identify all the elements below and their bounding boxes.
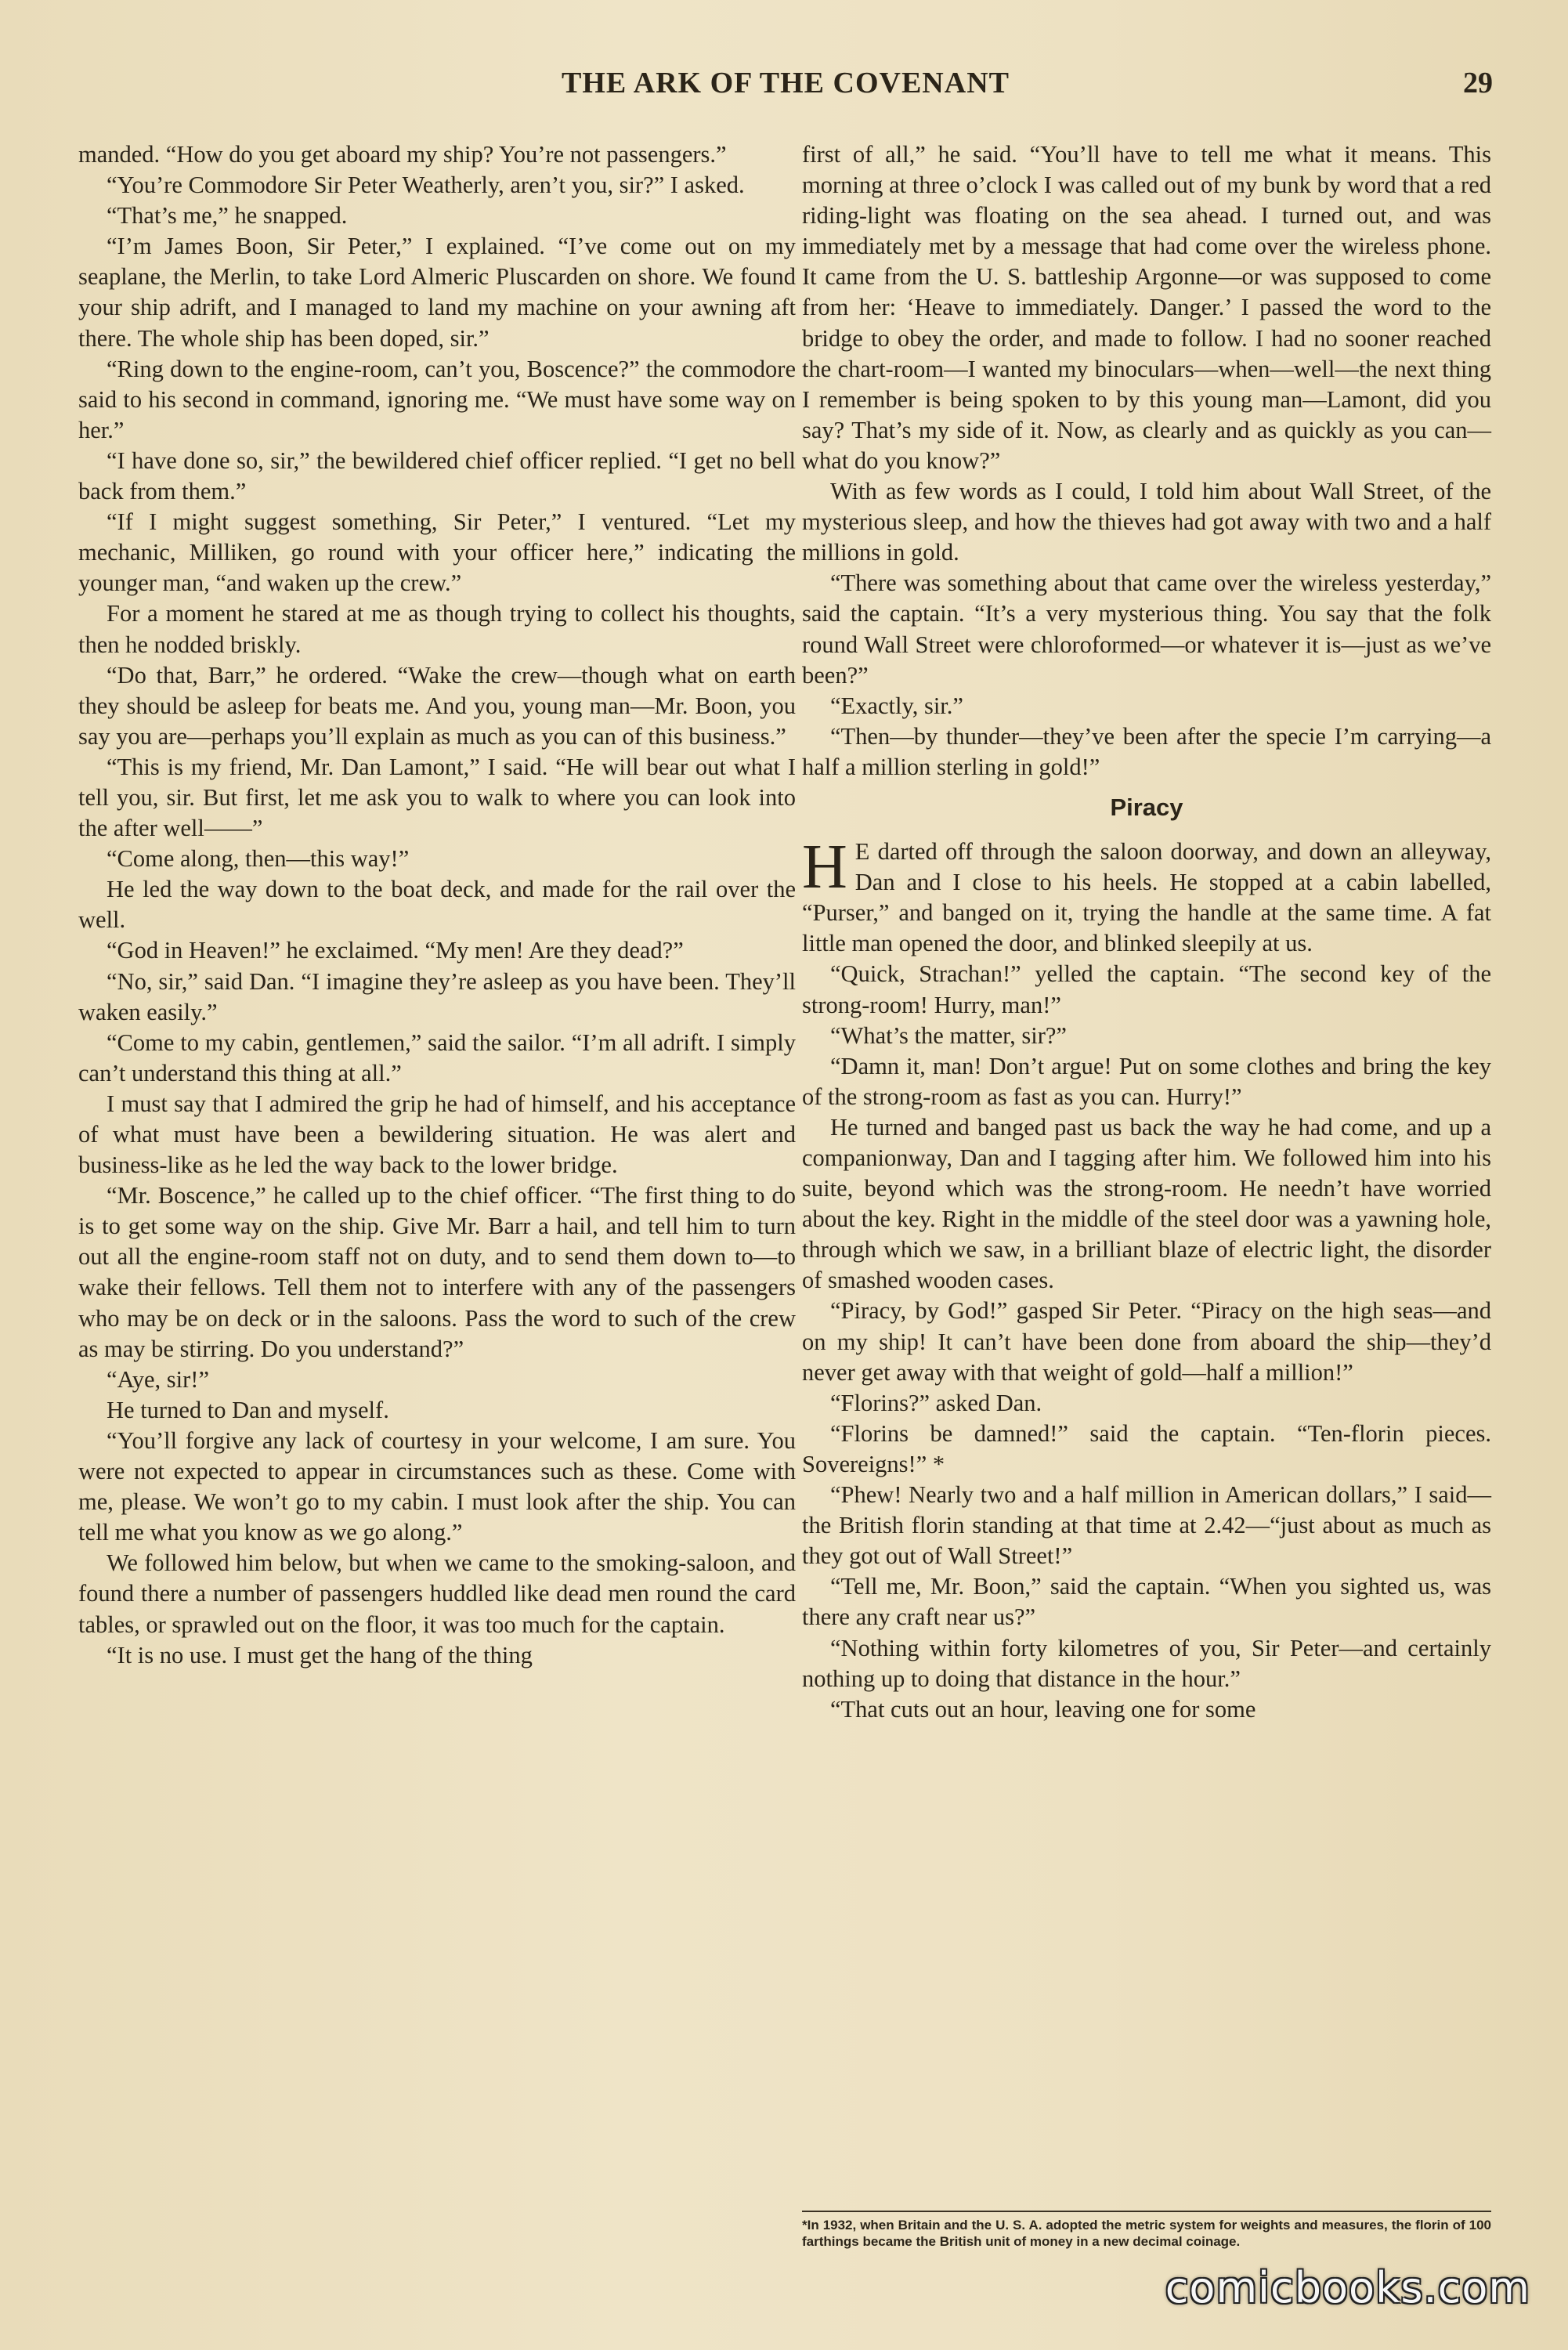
paragraph: “Phew! Nearly two and a half million in American dollars,” I said—the British florin standing at that time at 2.42—“just about as much as they got out of Wall Street!”	[802, 1481, 1491, 1570]
running-title: THE ARK OF THE COVENANT	[562, 67, 1010, 99]
paragraph: “Do that, Barr,” he ordered. “Wake the crew—though what on earth they should be asleep for beats me. And you, young man—Mr. Boon, you say you are—perhaps you’ll explain as much as you can of this business.”	[78, 661, 796, 750]
paragraph: “Quick, Strachan!” yelled the captain. “The second key of the strong-room! Hurry, man!”	[802, 960, 1491, 1018]
paragraph: “What’s the matter, sir?”	[830, 1021, 1067, 1049]
paragraph: “God in Heaven!” he exclaimed. “My men! Are they dead?”	[107, 937, 684, 964]
paragraph: manded. “How do you get aboard my ship? You’re not passengers.”	[78, 141, 727, 168]
paragraph: first of all,” he said. “You’ll have to tell me what it means. This morning at three o’clock I was called out of my bunk by word that a red riding-light was floating on the sea ahead. I turned out, and was immediately met by a message that had come over the wireless phone. It came from the U. S. battleship Argonne—or was supposed to come from her: ‘Heave to immediately. Danger.’ I passed the word to the bridge to obey the order, and made to follow. I had no sooner reached the chart-room—I wanted my binoculars—when—well—the next thing I remember is being spoken to by this young man—Lamont, did you say? That’s my side of it. Now, as clearly and as quickly as you can—what do you know?”	[802, 141, 1491, 474]
paragraph: “I’m James Boon, Sir Peter,” I explained. “I’ve come out on my seaplane, the Merlin, to take Lord Almeric Pluscarden on shore. We found your ship adrift, and I managed to land my machine on your awning aft there. The whole ship has been doped, sir.”	[78, 233, 796, 352]
paragraph: “No, sir,” said Dan. “I imagine they’re asleep as you have been. They’ll waken easily.”	[78, 967, 796, 1025]
paragraph: “Piracy, by God!” gasped Sir Peter. “Piracy on the high seas—and on my ship! It can’t have been done from aboard the ship—they’d never get away with that weight of gold—half a million!”	[802, 1297, 1491, 1386]
paragraph: “That’s me,” he snapped.	[107, 202, 348, 230]
dropcap-paragraph-text: E darted off through the saloon doorway, and down an alleyway, Dan and I close to his heels. He stopped at a cabin labelled, “Purser,” and banged on it, trying the handle at the same time. A fat little man opened the door, and blinked sleepily at us.	[802, 838, 1491, 957]
paragraph: “Nothing within forty kilometres of you, Sir Peter—and certainly nothing up to doing that distance in the hour.”	[802, 1634, 1491, 1692]
left-column	[78, 139, 796, 1671]
section-heading: Piracy	[1110, 793, 1183, 821]
paragraph: “Mr. Boscence,” he called up to the chief officer. “The first thing to do is to get some way on the ship. Give Mr. Barr a hail, and tell him to turn out all the engine-room staff not on duty, and to send them down to—to wake their fellows. Tell them not to interfere with any of the passengers who may be on deck or in the saloons. Pass the word to such of the crew as may be stirring. Do you understand?”	[78, 1182, 796, 1362]
paragraph: With as few words as I could, I told him about Wall Street, of the mysterious sleep, and how the thieves had got away with two and a half millions in gold.	[802, 478, 1491, 566]
paragraph: “Damn it, man! Don’t argue! Put on some clothes and bring the key of the strong-room as fast as you can. Hurry!”	[802, 1052, 1491, 1110]
paragraph: “You’re Commodore Sir Peter Weatherly, aren’t you, sir?” I asked.	[107, 172, 745, 199]
page-number: 29	[1463, 67, 1493, 99]
paragraph: “This is my friend, Mr. Dan Lamont,” I said. “He will bear out what I tell you, sir. But first, let me ask you to walk to where you can look into the after well——”	[78, 753, 796, 842]
right-column	[802, 139, 1491, 1725]
paragraph: I must say that I admired the grip he had of himself, and his acceptance of what must have been a bewildering situation. He was alert and business-like as he led the way back to the lower bridge.	[78, 1090, 796, 1179]
footnote: *In 1932, when Britain and the U. S. A. adopted the metric system for weights and measures, the florin of 100 farthings became the British unit of money in a new decimal coinage.	[802, 2211, 1491, 2250]
paragraph: “Then—by thunder—they’ve been after the specie I’m carrying—a half a million sterling in gold!”	[802, 722, 1491, 780]
watermark: comicbooks.com	[1165, 2263, 1530, 2312]
paragraph: “Ring down to the engine-room, can’t you, Boscence?” the commodore said to his second in command, ignoring me. “We must have some way on her.”	[78, 355, 796, 443]
paragraph: “Aye, sir!”	[107, 1365, 209, 1393]
running-header	[78, 66, 1493, 113]
paragraph: “I have done so, sir,” the bewildered chief officer replied. “I get no bell back from them.”	[78, 446, 796, 505]
paragraph: He turned to Dan and myself.	[107, 1396, 389, 1423]
drop-cap: H	[802, 833, 847, 902]
paragraph: “There was something about that came over the wireless yesterday,” said the captain. “It’s a very mysterious thing. You say that the folk round Wall Street were chloroformed—or whatever it is—just as we’ve been?”	[802, 569, 1491, 689]
paragraph: We followed him below, but when we came to the smoking-saloon, and found there a number of passengers huddled like dead men round the card tables, or sprawled out on the floor, it was too much for the captain.	[78, 1549, 796, 1638]
paragraph: “Tell me, Mr. Boon,” said the captain. “When you sighted us, was there any craft near us?”	[802, 1573, 1491, 1631]
paragraph: He led the way down to the boat deck, and made for the rail over the well.	[78, 876, 796, 934]
paragraph: For a moment he stared at me as though trying to collect his thoughts, then he nodded briskly.	[78, 600, 796, 658]
paragraph: “Florins be damned!” said the captain. “Ten-florin pieces. Sovereigns!” *	[802, 1419, 1491, 1477]
paragraph: “Come along, then—this way!”	[107, 845, 410, 873]
paragraph: “Exactly, sir.”	[830, 692, 963, 719]
paragraph: He turned and banged past us back the way he had come, and up a companionway, Dan and I tagging after him. We followed him into his suite, beyond which was the strong-room. He needn’t have worried about the key. Right in the middle of the steel door was a yawning hole, through which we saw, in a brilliant blaze of electric light, the disorder of smashed wooden cases.	[802, 1113, 1491, 1294]
paragraph: “If I might suggest something, Sir Peter,” I ventured. “Let my mechanic, Milliken, go round with your officer here,” indicating the younger man, “and waken up the crew.”	[78, 508, 796, 597]
paragraph: “You’ll forgive any lack of courtesy in your welcome, I am sure. You were not expected to appear in circumstances such as these. Come with me, please. We won’t go to my cabin. I must look after the ship. You can tell me what you know as we go along.”	[78, 1426, 796, 1546]
paragraph: “It is no use. I must get the hang of the thing	[107, 1641, 533, 1668]
dropcap-paragraph	[802, 833, 1491, 959]
paragraph: “Florins?” asked Dan.	[830, 1389, 1042, 1416]
paragraph: “That cuts out an hour, leaving one for some	[830, 1695, 1256, 1723]
paragraph: “Come to my cabin, gentlemen,” said the sailor. “I’m all adrift. I simply can’t understand this thing at all.”	[78, 1029, 796, 1086]
